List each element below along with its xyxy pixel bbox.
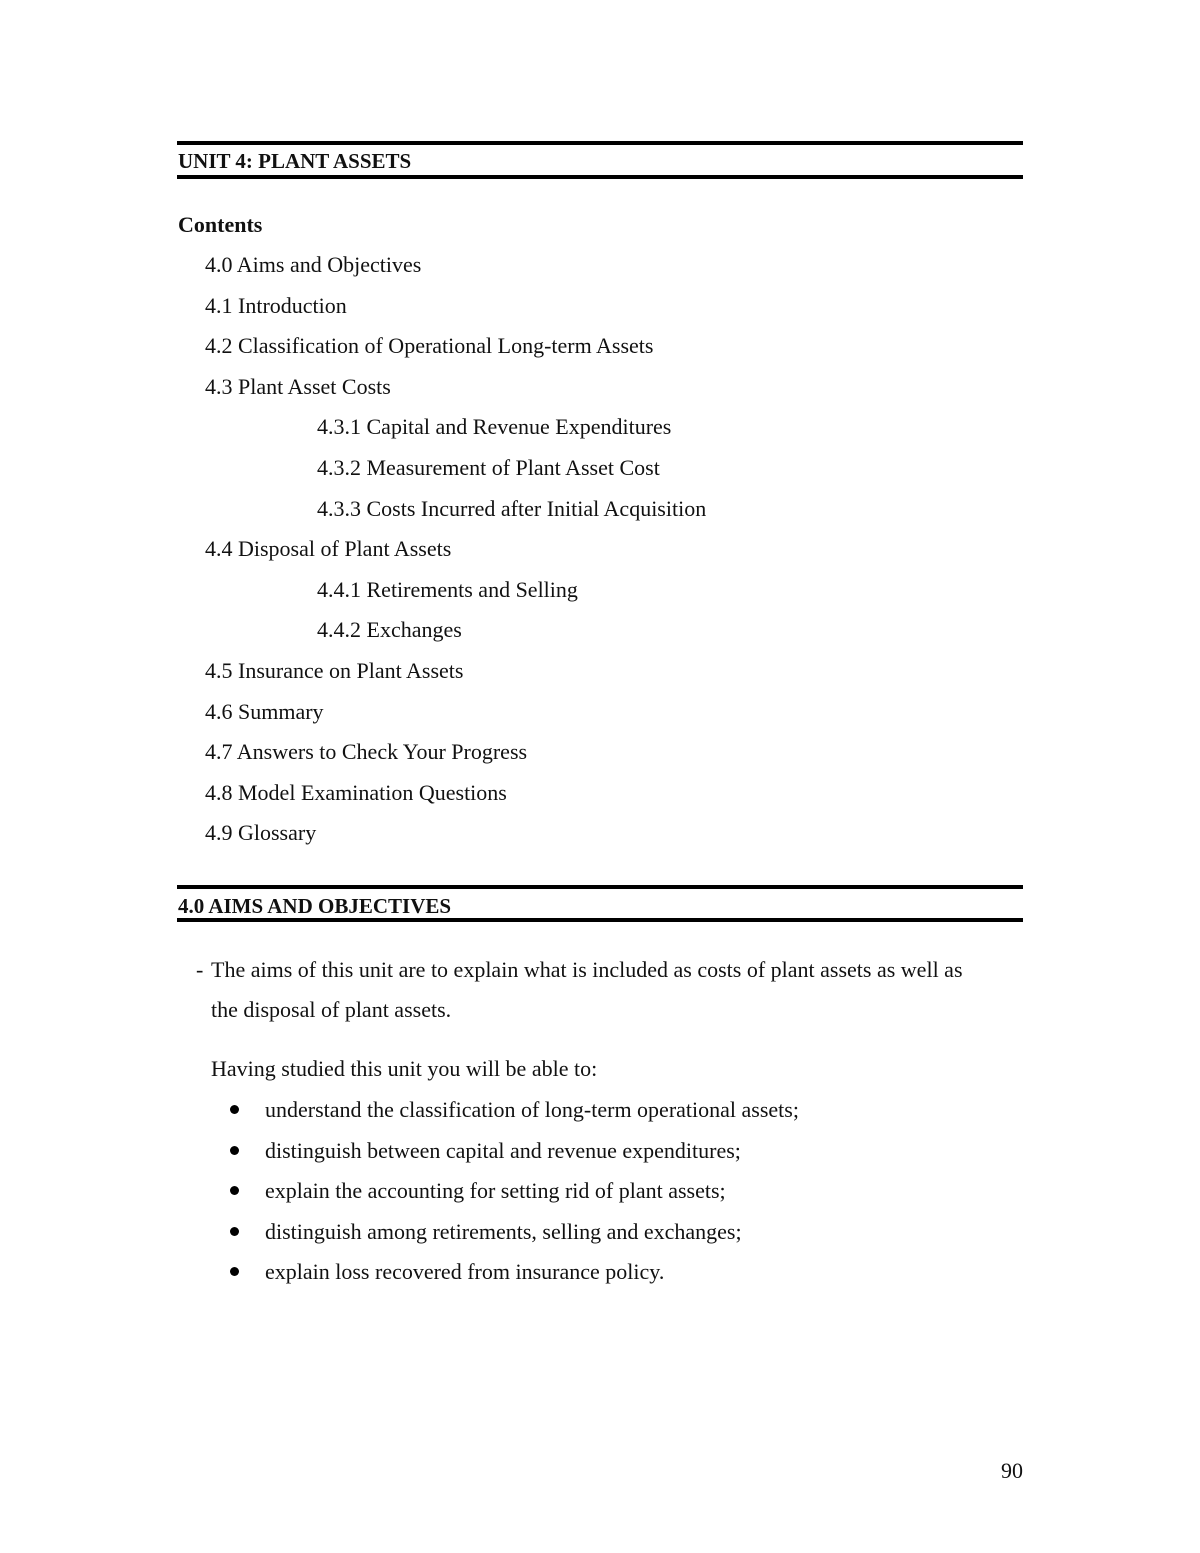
top-rule-bottom <box>177 175 1023 179</box>
list-item <box>0 1096 799 1137</box>
aims-text-line2: the disposal of plant assets. <box>211 997 452 1022</box>
unit-heading: UNIT 4: PLANT ASSETS <box>178 149 412 173</box>
toc-item: 4.3 Plant Asset Costs <box>205 373 391 399</box>
toc-subitem: 4.3.1 Capital and Revenue Expenditures <box>317 414 672 440</box>
section-rule-bottom <box>177 918 1023 922</box>
toc-item: 4.4 Disposal of Plant Assets <box>205 536 452 562</box>
toc-item: 4.6 Summary <box>205 698 324 724</box>
toc-item: 4.7 Answers to Check Your Progress <box>205 739 528 765</box>
toc-item: 4.0 Aims and Objectives <box>205 252 422 277</box>
toc-item: 4.9 Glossary <box>205 820 317 846</box>
list-item <box>0 1218 799 1259</box>
objective-text: understand the classification of long-term operational assets; <box>265 1097 799 1122</box>
bullet-icon <box>230 1105 239 1114</box>
list-item <box>0 1258 799 1299</box>
toc-item: 4.1 Introduction <box>205 292 347 318</box>
bullet-icon <box>230 1227 239 1236</box>
toc-item: 4.2 Classification of Operational Long-term Assets <box>205 333 654 359</box>
table-of-contents <box>0 251 706 860</box>
toc-subitem: 4.4.1 Retirements and Selling <box>317 576 578 602</box>
bullet-icon <box>230 1146 239 1155</box>
toc-subitem: 4.3.2 Measurement of Plant Asset Cost <box>317 454 660 480</box>
objectives-intro: Having studied this unit you will be able to: <box>211 1056 598 1081</box>
page-number: 90 <box>1001 1458 1023 1483</box>
toc-subitem: 4.4.2 Exchanges <box>317 617 462 643</box>
dash-marker: - <box>196 957 204 982</box>
section-rule-top <box>177 885 1023 889</box>
objectives-list <box>0 1096 799 1299</box>
contents-label: Contents <box>178 212 263 237</box>
list-item <box>0 1177 799 1218</box>
aims-text-line1: The aims of this unit are to explain what is included as costs of plant assets as well as <box>211 957 963 982</box>
objective-text: distinguish among retirements, selling and exchanges; <box>265 1218 742 1244</box>
bullet-icon <box>230 1186 239 1195</box>
toc-item: 4.8 Model Examination Questions <box>205 779 507 805</box>
toc-item: 4.5 Insurance on Plant Assets <box>205 657 464 683</box>
list-item <box>0 1137 799 1178</box>
objective-text: distinguish between capital and revenue expenditures; <box>265 1137 741 1163</box>
toc-subitem: 4.3.3 Costs Incurred after Initial Acquisition <box>317 495 707 521</box>
objective-text: explain the accounting for setting rid of plant assets; <box>265 1178 726 1204</box>
top-rule <box>177 141 1023 145</box>
objective-text: explain loss recovered from insurance policy. <box>265 1259 665 1285</box>
section-heading: 4.0 AIMS AND OBJECTIVES <box>178 894 452 918</box>
bullet-icon <box>230 1267 239 1276</box>
